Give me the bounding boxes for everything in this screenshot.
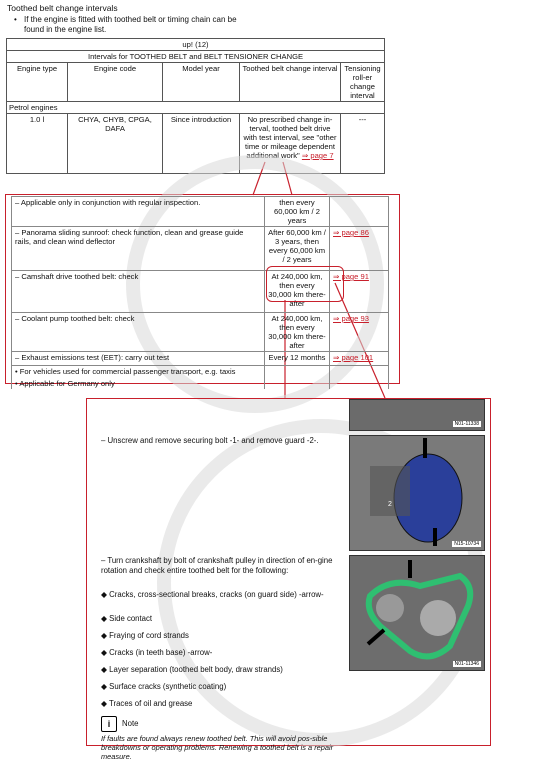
tensioner-interval: --- <box>341 114 385 174</box>
step-remove-guard: – Unscrew and remove securing bolt -1- and remove guard -2-. <box>101 436 319 445</box>
col-belt-interval: Toothed belt change interval <box>240 63 341 102</box>
col-engine-code: Engine code <box>68 63 163 102</box>
engine-type: 1.0 l <box>7 114 68 174</box>
page-101-link[interactable]: ⇒ page 101 <box>333 353 374 362</box>
check-item: ◆ Fraying of cord strands <box>101 631 189 640</box>
belt-illustration <box>350 556 484 670</box>
note-text: If faults are found always renew toothed belt. This will avoid pos-sible breakdowns or operating problems. Renewing a toothed belt is a repair measure. <box>101 734 334 761</box>
note-label: Note <box>122 719 139 728</box>
page-93-link[interactable]: ⇒ page 93 <box>333 314 369 323</box>
page-title: Toothed belt change intervals <box>7 3 118 13</box>
table-row: – Panorama sliding sunroof: check function, clean and grease guide rails, and clean wind deflector After 60,000 km / 3 years, then every 60,000 km / 2 years ⇒ page 86 <box>12 227 389 271</box>
check-item: ◆ Side contact <box>101 614 153 623</box>
check-item: ◆ Cracks, cross-sectional breaks, cracks (on guard side) -arrow- <box>101 590 324 599</box>
guard-photo: 2 N15-10734 <box>349 435 485 551</box>
table-row: • For vehicles used for commercial passenger transport, e.g. taxis <box>12 366 389 378</box>
col-engine-type: Engine type <box>7 63 68 102</box>
table-row: – Exhaust emissions test (EET): carry out test Every 12 months ⇒ page 101 <box>12 352 389 366</box>
check-item: ◆ Traces of oil and grease <box>101 699 193 708</box>
table-row: • Applicable for Germany only <box>12 378 389 389</box>
col-tensioner-interval: Tensioning roll-er change interval <box>341 63 385 102</box>
section-label: Petrol engines <box>7 102 385 114</box>
bullet-icon: • <box>14 15 17 24</box>
check-item: ◆ Layer separation (toothed belt body, draw strands) <box>101 665 283 674</box>
col-model-year: Model year <box>163 63 240 102</box>
toothed-belt-photo: N01-11346 <box>349 555 485 671</box>
table-row: – Coolant pump toothed belt: check At 240,000 km, then every 30,000 km there-after ⇒ page 93 <box>12 313 389 352</box>
page-86-link[interactable]: ⇒ page 86 <box>333 228 369 237</box>
check-item: ◆ Cracks (in teeth base) -arrow- <box>101 648 213 657</box>
page-7-link[interactable]: ⇒ page 7 <box>301 151 334 160</box>
guard-illustration <box>350 436 484 550</box>
table-caption: Intervals for TOOTHED BELT and BELT TENSIONER CHANGE <box>7 51 385 63</box>
table-row: – Camshaft drive toothed belt: check At 240,000 km, then every 30,000 km there-after ⇒ page 91 <box>12 271 389 313</box>
step-turn-crankshaft: – Turn crankshaft by bolt of crankshaft pulley in direction of en-gine rotation and check entire toothed belt for the following: <box>101 556 333 575</box>
engine-photo-top: N01-11338 <box>349 399 485 431</box>
page-91-link[interactable]: ⇒ page 91 <box>333 272 369 281</box>
camshaft-highlight <box>266 266 344 302</box>
model-year: Since introduction <box>163 114 240 174</box>
check-item: ◆ Surface cracks (synthetic coating) <box>101 682 227 691</box>
svg-text:2: 2 <box>388 501 392 508</box>
belt-interval: No prescribed change in-terval, toothed belt drive with test interval, see "other time or mileage dependent additional work" ⇒ page 7 <box>240 114 341 174</box>
table-row: – Applicable only in conjunction with regular inspection. then every 60,000 km / 2 years <box>12 197 389 227</box>
model-name: up! (12) <box>7 39 385 51</box>
info-icon: i <box>101 716 117 732</box>
engine-code: CHYA, CHYB, CPGA, DAFA <box>68 114 163 174</box>
